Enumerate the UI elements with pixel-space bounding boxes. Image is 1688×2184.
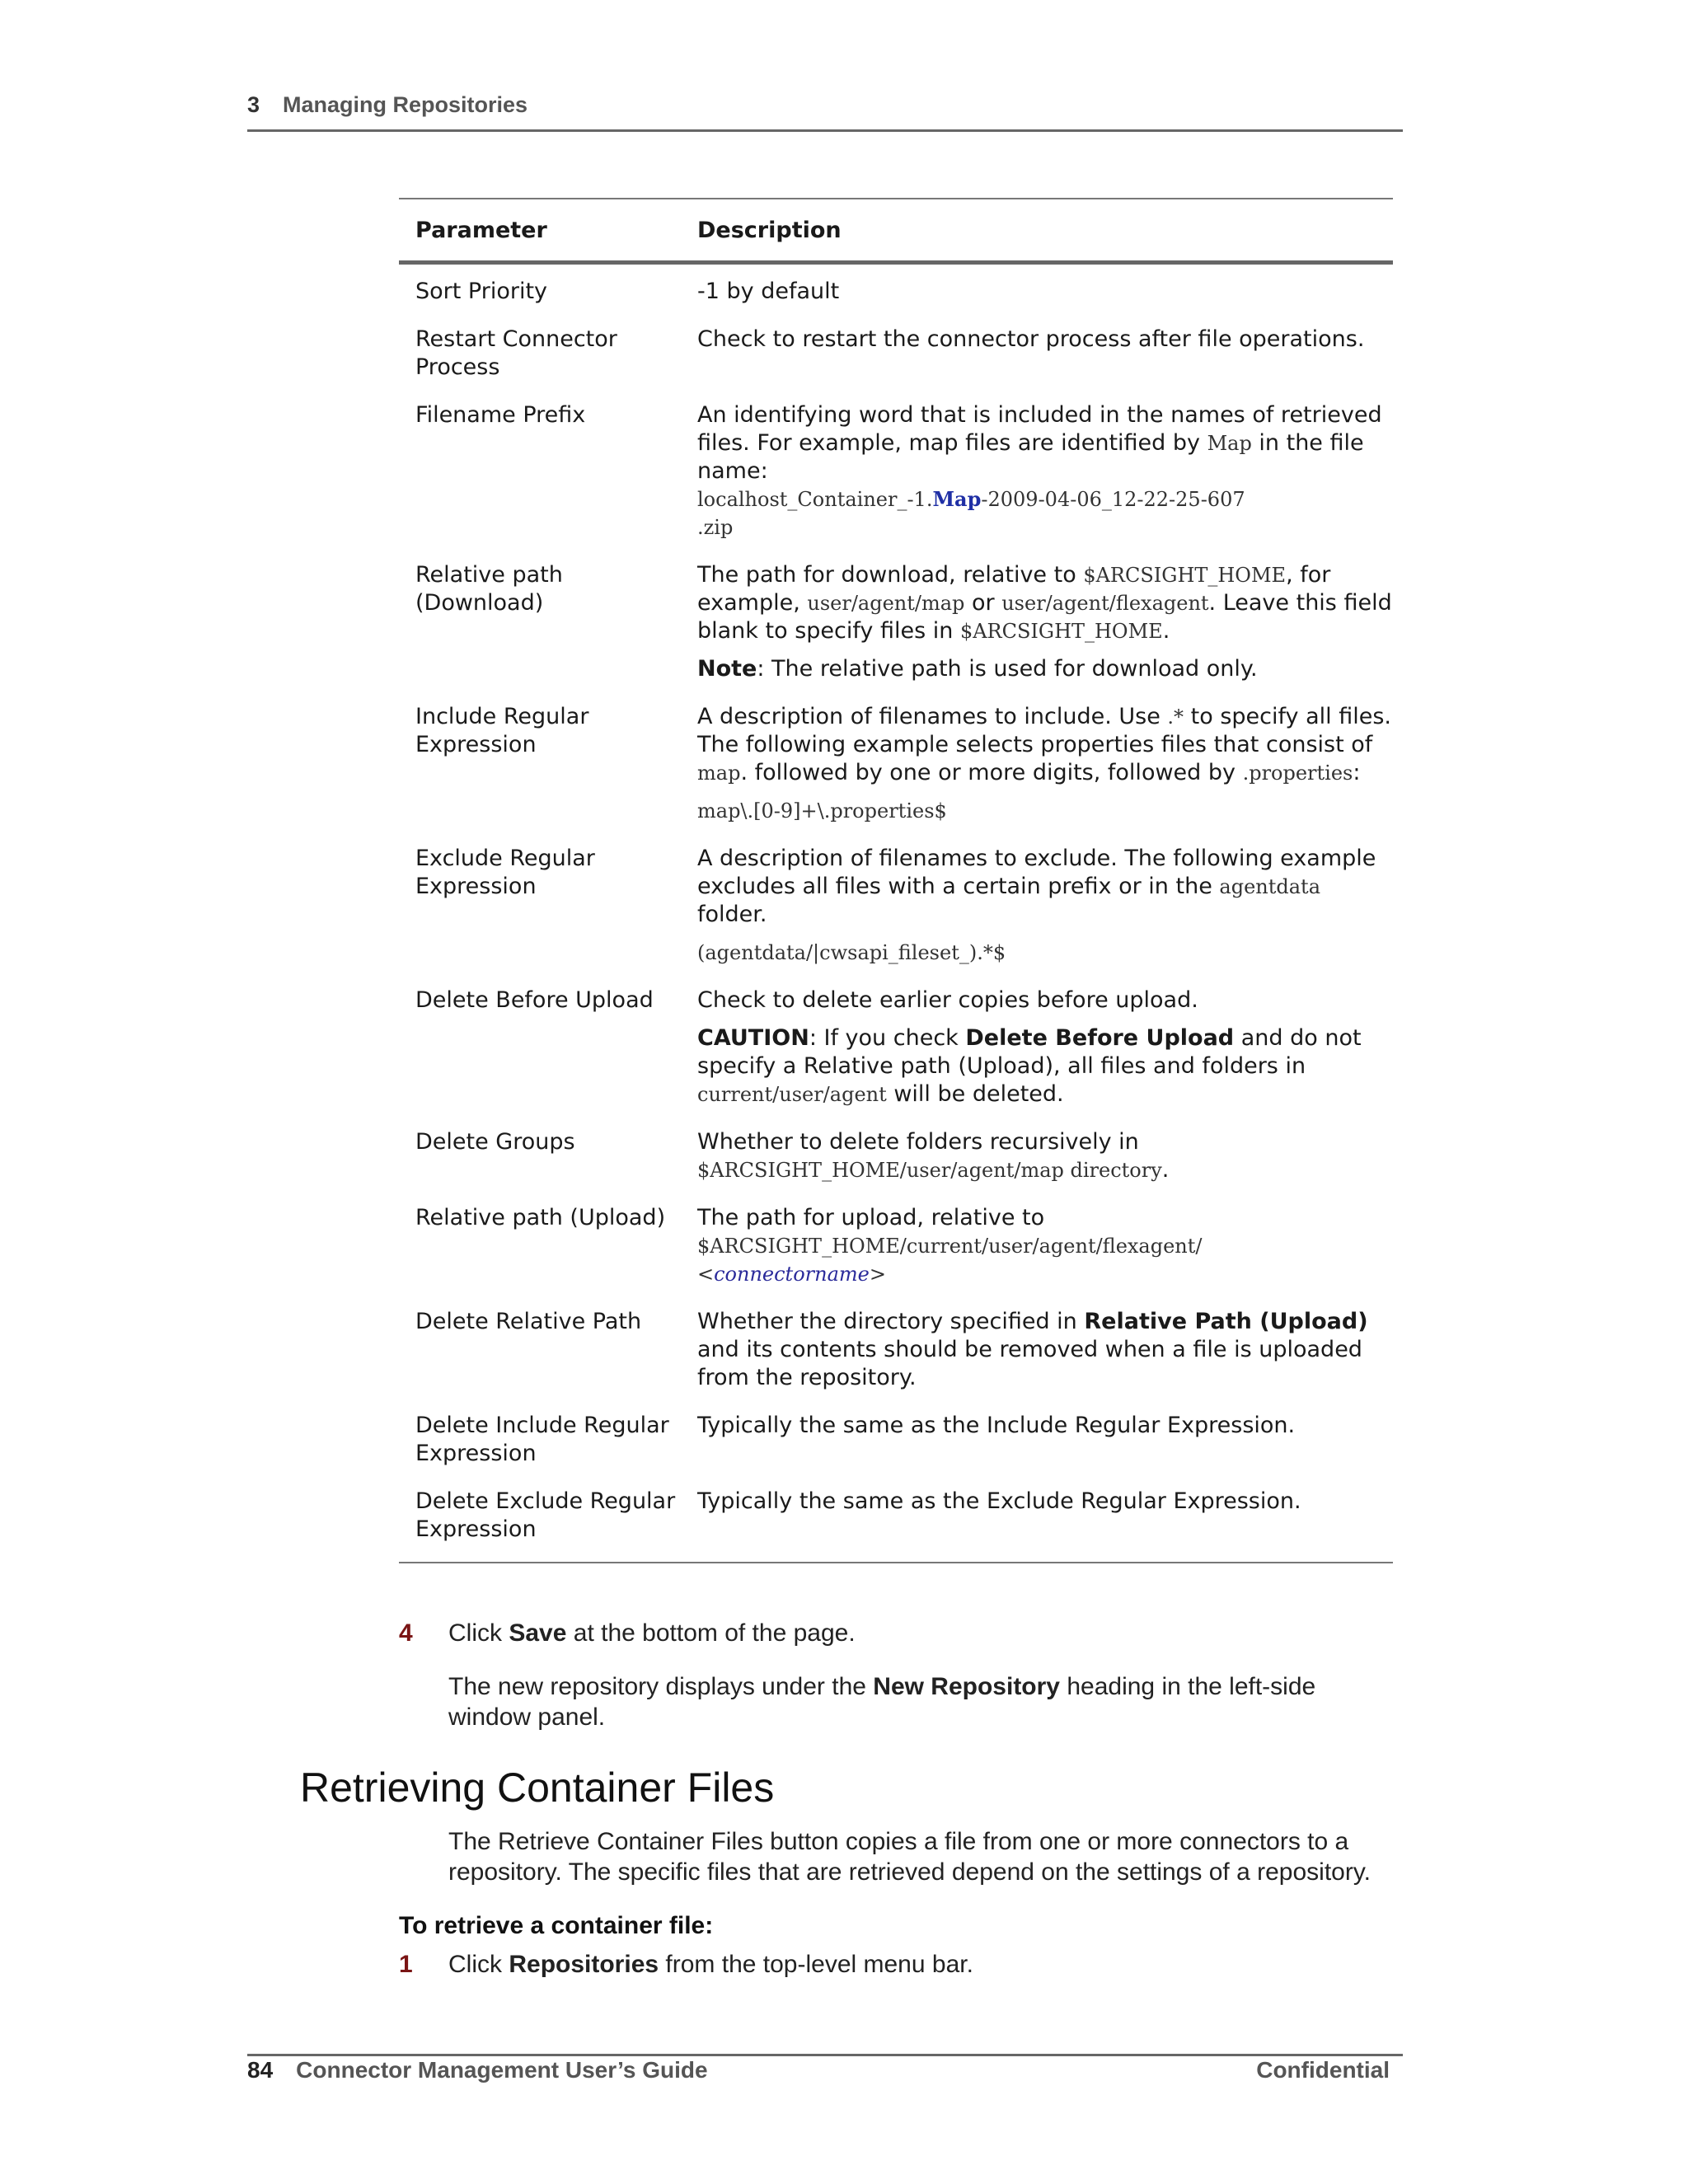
param-name: Relative path (Download) [415,562,563,616]
param-name: Sort Priority [415,279,548,304]
text: Check to delete earlier copies before upload. [697,987,1198,1013]
param-name: Delete Groups [415,1129,575,1155]
text: , for example, [697,562,1331,616]
text: from the top-level menu bar. [659,1951,973,1978]
text: An identifying word that is included in the names of retrieved files. For example, map files are identified by [697,402,1382,456]
footer-rule [247,2054,1403,2056]
param-name: Delete Include Regular Expression [415,1413,669,1466]
code-variable: connectorname [714,1263,870,1286]
chapter-title: Managing Repositories [283,92,528,117]
param-name: Restart Connector Process [415,326,617,380]
bold-text: New Repository [873,1673,1060,1700]
column-header-parameter: Parameter [415,217,547,243]
param-description [697,987,1393,1108]
bold-text: Delete Before Upload [965,1025,1235,1051]
bold-text: Relative Path (Upload) [1084,1309,1368,1334]
text: Whether to delete folders recursively in [697,1129,1139,1155]
text: The path for download, relative to [697,562,1084,588]
code-example: -2009-04-06_12-22-25-607 [981,488,1245,511]
text: : If you check [809,1025,966,1051]
text: A description of filenames to exclude. The following example excludes all files with a certain prefix or in the [697,846,1376,899]
classification-label: Confidential [1256,2057,1390,2083]
text: folder. [697,902,767,927]
step-1 [399,1951,973,1979]
param-name: Relative path (Upload) [415,1205,666,1230]
code-example: .zip [697,516,734,539]
text: Click [448,1619,509,1647]
param-name: Filename Prefix [415,402,586,428]
code-text: current/user/agent [697,1083,887,1106]
text: in the file name: [697,430,1364,484]
param-description [697,561,1393,683]
code-text: $ARCSIGHT_HOME [1083,564,1287,587]
param-description [697,1204,1393,1288]
text: . followed by one or more digits, followed by [740,760,1243,785]
text: and do not specify a Relative path (Upload), all files and folders in [697,1025,1362,1079]
code-text: .properties [1242,762,1353,785]
text: . [1161,1157,1170,1183]
table-header-row [399,199,1393,265]
param-name: Delete Before Upload [415,987,654,1013]
param-description [697,703,1393,825]
table-row [399,977,1393,1118]
code-example: localhost_Container_-1. [697,488,933,511]
text: and its contents should be removed when a file is uploaded from the repository. [697,1337,1362,1390]
text: The new repository displays under the [448,1673,874,1700]
text: The path for upload, relative to [697,1205,1045,1230]
step-4-note [448,1671,1396,1732]
text: will be deleted. [886,1081,1064,1107]
code-text: Map [1207,432,1252,455]
text: to specify all files. The following example selects properties files that consist of [697,704,1391,757]
bold-text: Repositories [509,1951,659,1978]
param-name: Delete Relative Path [415,1309,642,1334]
param-name: Exclude Regular Expression [415,846,595,899]
caution-label: CAUTION [697,1025,809,1051]
param-description: -1 by default [697,279,840,304]
code-text: user/agent/map [807,592,965,615]
text: Whether the directory specified in [697,1309,1085,1334]
text: at the bottom of the page. [566,1619,856,1647]
chapter-number: 3 [247,92,260,117]
step-number: 1 [399,1951,413,1978]
header-rule [247,129,1403,132]
table-row [399,693,1393,835]
running-header [247,92,528,118]
table-row [399,1298,1393,1402]
code-text: > [869,1263,886,1286]
note-label: Note [697,656,757,682]
text: Click [448,1951,509,1978]
text: . Leave this field blank to specify files in [697,590,1392,644]
code-text: user/agent/flexagent [1001,592,1209,615]
table-row [399,391,1393,551]
code-text: $ARCSIGHT_HOME/current/user/agent/flexagent/ [697,1235,1203,1258]
section-intro: The Retrieve Container Files button copies a file from one or more connectors to a repository. The specific files that are retrieved depend on the settings of a repository. [448,1828,1371,1886]
step-number: 4 [399,1619,413,1647]
code-example: (agentdata/|cwsapi_fileset_).*$ [697,941,1006,964]
step-4 [399,1619,856,1647]
code-text: .* [1167,705,1184,729]
note-text: : The relative path is used for download only. [757,656,1258,682]
param-name: Include Regular Expression [415,704,589,757]
table-row [399,551,1393,693]
table-row [399,835,1393,977]
parameter-table [399,198,1393,1563]
param-description [697,1308,1393,1392]
column-header-description: Description [697,217,842,243]
code-text: < [697,1263,715,1286]
text: . [1162,618,1170,644]
table-row [399,1478,1393,1554]
bold-text: Save [509,1619,567,1647]
code-text: map [697,762,741,785]
table-row [399,1402,1393,1478]
page-number: 84 [247,2057,274,2083]
section-heading: Retrieving Container Files [300,1765,775,1811]
param-description: Typically the same as the Include Regular Expression. [697,1413,1296,1438]
procedure-heading: To retrieve a container file: [399,1912,714,1939]
code-text: $ARCSIGHT_HOME/user/agent/map directory [697,1159,1162,1182]
param-name: Delete Exclude Regular Expression [415,1488,676,1542]
param-description: Typically the same as the Exclude Regular Expression. [697,1488,1301,1514]
code-text: $ARCSIGHT_HOME [959,620,1163,643]
text: heading in the left-side window panel. [448,1673,1316,1731]
page-footer [247,2057,1390,2083]
text: or [964,590,1002,616]
table-bottom-rule [399,1562,1393,1563]
param-description [697,401,1393,541]
guide-title: Connector Management User’s Guide [296,2057,708,2083]
table-row [399,1118,1393,1194]
param-description: Check to restart the connector process after file operations. [697,326,1365,352]
code-example: map\.[0-9]+\.properties$ [697,799,947,823]
code-text: agentdata [1219,875,1321,898]
table-row [399,316,1393,391]
code-highlight: Map [932,487,982,511]
table-row [399,1194,1393,1298]
param-description [697,1128,1393,1184]
table-row [399,265,1393,316]
text: : [1353,760,1361,785]
text: A description of filenames to include. Use [697,704,1168,729]
param-description [697,845,1393,967]
